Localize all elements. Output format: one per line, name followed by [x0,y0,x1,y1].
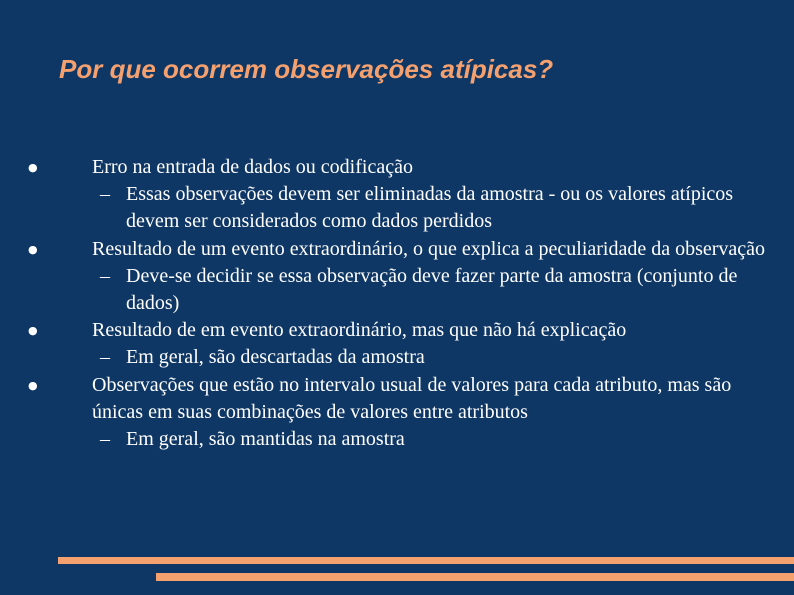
bullet-icon: ● [28,242,38,256]
dash-icon: – [100,264,110,287]
dash-icon: – [100,428,110,451]
bullet-list [28,154,768,453]
bullet-item [28,317,768,344]
bullet-item [28,372,768,426]
sub-bullet-item [28,263,768,317]
bullet-icon: ● [28,161,38,174]
bullet-text: Observações que estão no intervalo usual de valores para cada atributo, mas são únicas em suas combinações de valores entre atributos [92,373,732,423]
sub-bullet-item [28,426,768,453]
sub-bullet-item [28,344,768,371]
sub-bullet-text: Em geral, são mantidas na amostra [126,428,405,451]
dash-icon: – [100,346,110,369]
bullet-icon: ● [28,378,38,392]
bullet-item [28,236,768,263]
slide-title: Por que ocorrem observações atípicas? [59,54,554,84]
accent-bar-bottom [156,573,794,581]
bullet-text: Resultado de em evento extraordinário, mas que não há explicação [92,319,627,342]
dash-icon: – [100,183,110,206]
sub-bullet-text: Essas observações devem ser eliminadas da amostra - ou os valores atípicos devem ser considerados como dados perdidos [126,183,734,233]
sub-bullet-text: Deve-se decidir se essa observação deve fazer parte da amostra (conjunto de dados) [126,264,738,315]
bullet-text: Resultado de um evento extraordinário, o que explica a peculiaridade da observação [92,237,766,260]
bullet-icon: ● [28,324,38,338]
accent-bar-top [58,557,794,564]
bullet-text: Erro na entrada de dados ou codificação [92,156,413,178]
sub-bullet-item [28,181,768,235]
bullet-item [28,154,768,181]
sub-bullet-text: Em geral, são descartadas da amostra [126,346,425,369]
